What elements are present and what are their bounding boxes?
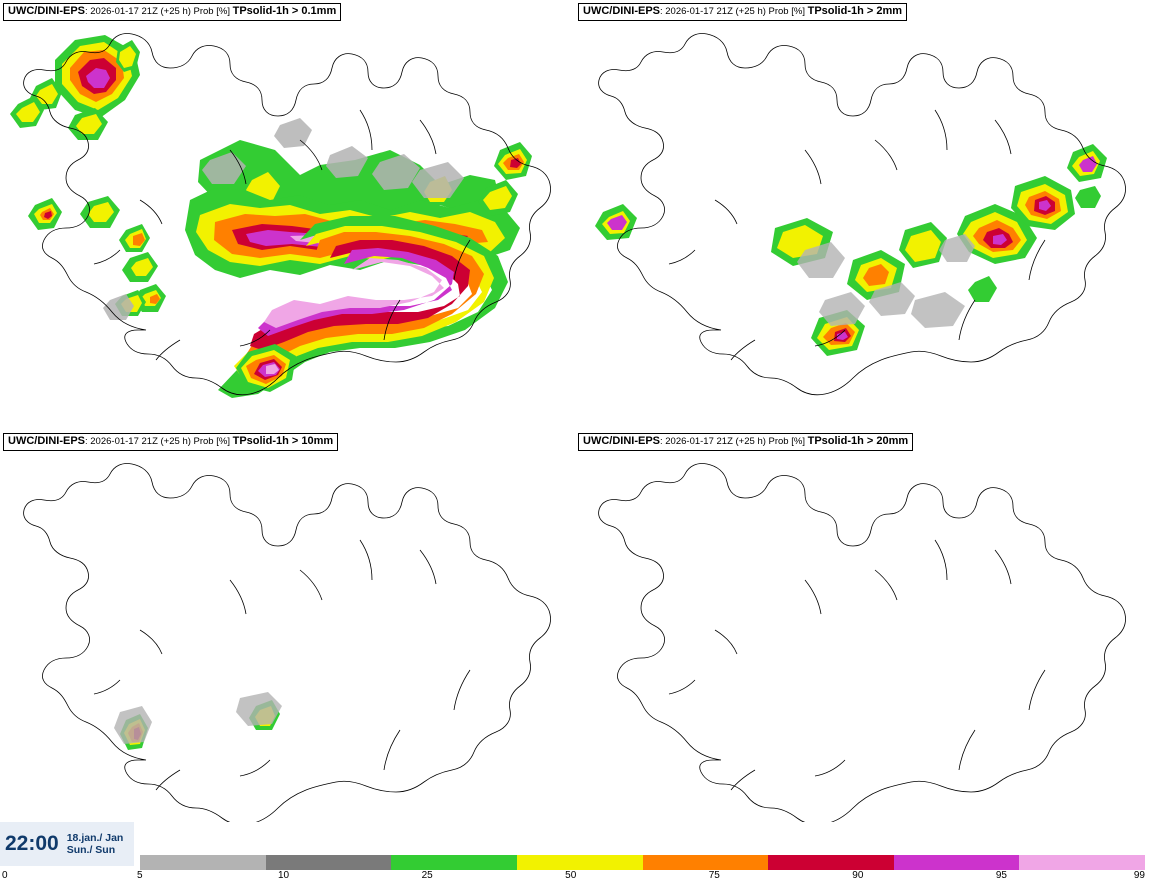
colorbar-gradient — [140, 855, 1145, 870]
colorbar-ticks — [137, 870, 1145, 884]
iceland-coastline — [24, 463, 551, 824]
low-prob-grey-10mm — [114, 692, 282, 744]
panel-title-0p1mm — [3, 3, 341, 21]
panel-param-label: TPsolid-1h > 10mm — [232, 435, 334, 447]
panel-title-10mm — [3, 433, 338, 451]
map-canvas-20mm[interactable] — [575, 430, 1150, 860]
iceland-coastline — [599, 463, 1126, 824]
panel-run-label: : 2026-01-17 21Z (+25 h) Prob [%] — [660, 436, 808, 447]
colorbar — [137, 855, 1145, 881]
colorbar-segment — [768, 855, 894, 870]
colorbar-segment — [266, 855, 392, 870]
panel-param-label: TPsolid-1h > 0.1mm — [232, 5, 337, 17]
map-canvas-0p1mm[interactable] — [0, 0, 575, 430]
panel-run-label: : 2026-01-17 21Z (+25 h) Prob [%] — [85, 6, 233, 17]
colorbar-tick-label: 99 — [1133, 870, 1145, 881]
colorbar-tick-label: 90 — [852, 870, 864, 881]
valid-date-line2: Sun./ Sun — [66, 844, 116, 856]
panel-model-label: UWC/DINI-EPS — [583, 5, 660, 17]
panel-run-label: : 2026-01-17 21Z (+25 h) Prob [%] — [85, 436, 233, 447]
panel-run-label: : 2026-01-17 21Z (+25 h) Prob [%] — [660, 6, 808, 17]
panel-model-label: UWC/DINI-EPS — [8, 435, 85, 447]
colorbar-segment — [391, 855, 517, 870]
panel-model-label: UWC/DINI-EPS — [583, 435, 660, 447]
colorbar-tick-label: 95 — [995, 870, 1007, 881]
colorbar-zero-label: 0 — [2, 870, 8, 881]
colorbar-segment — [517, 855, 643, 870]
map-panel-2mm[interactable] — [575, 0, 1150, 430]
valid-time: 22:00 — [5, 832, 59, 855]
colorbar-segment — [1019, 855, 1145, 870]
map-panel-20mm[interactable] — [575, 430, 1150, 860]
map-canvas-10mm[interactable] — [0, 430, 575, 860]
valid-time-box — [0, 822, 134, 866]
panel-param-label: TPsolid-1h > 2mm — [807, 5, 903, 17]
colorbar-tick-label: 75 — [708, 870, 720, 881]
panel-model-label: UWC/DINI-EPS — [8, 5, 85, 17]
colorbar-tick-label: 50 — [565, 870, 577, 881]
colorbar-segment — [140, 855, 266, 870]
colorbar-tick-label: 10 — [278, 870, 290, 881]
valid-date-line1: 18.jan./ Jan — [66, 832, 124, 844]
panel-title-2mm — [578, 3, 907, 21]
colorbar-segment — [643, 855, 769, 870]
colorbar-tick-label: 25 — [421, 870, 433, 881]
map-panel-10mm[interactable] — [0, 430, 575, 860]
map-canvas-2mm[interactable] — [575, 0, 1150, 430]
prob-field-0p1mm — [10, 35, 532, 398]
map-panel-0p1mm[interactable] — [0, 0, 575, 430]
panel-title-20mm — [578, 433, 913, 451]
valid-date — [67, 832, 124, 856]
colorbar-tick-label: 5 — [137, 870, 143, 881]
panel-param-label: TPsolid-1h > 20mm — [807, 435, 909, 447]
colorbar-segment — [894, 855, 1020, 870]
